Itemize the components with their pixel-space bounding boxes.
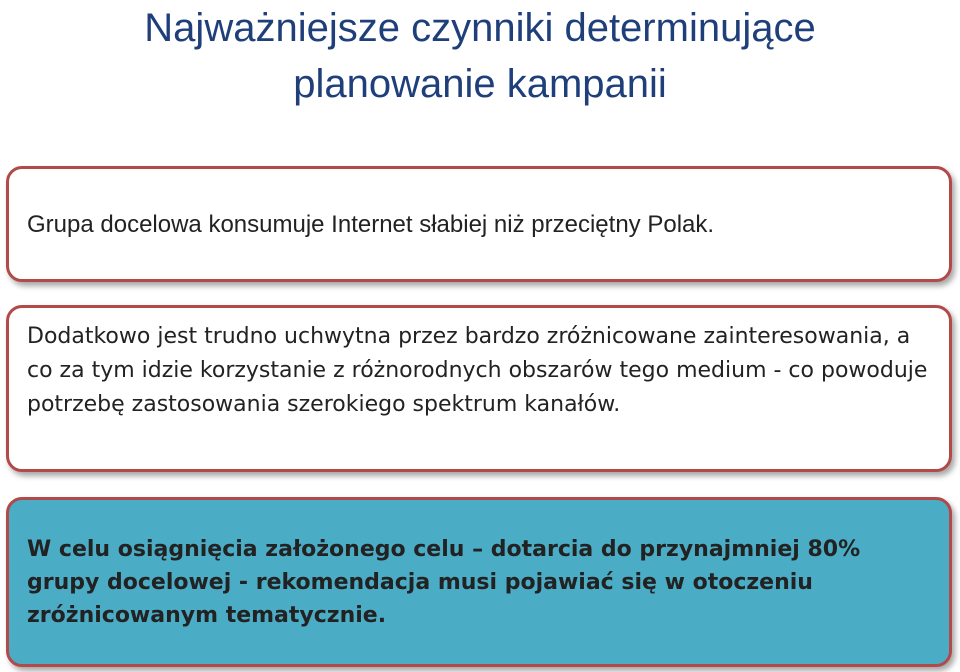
slide-title-line-2: planowanie kampanii — [293, 62, 667, 106]
factor-text-internet-usage: Grupa docelowa konsumuje Internet słabiej niż przeciętny Polak. — [27, 211, 715, 238]
factor-text-interests: Dodatkowo jest trudno uchwytna przez bardzo zróżnicowane zainteresowania, a co za tym idzie korzystanie z różnorodnych obszarów tego medium - co powoduje potrzebę zastosowania szerokiego spektrum kanałów. — [27, 324, 928, 417]
factor-box-internet-usage — [6, 166, 952, 282]
factor-box-recommendation — [6, 497, 952, 667]
factor-text-recommendation: W celu osiągnięcia założonego celu – dotarcia do przynajmniej 80% grupy docelowej - rekomendacja musi pojawiać się w otoczeniu zróżnicowanym tematycznie. — [27, 537, 861, 628]
slide-title-line-1: Najważniejsze czynniki determinujące — [144, 6, 816, 50]
factor-box-interests — [6, 305, 952, 472]
slide-title — [0, 0, 960, 112]
